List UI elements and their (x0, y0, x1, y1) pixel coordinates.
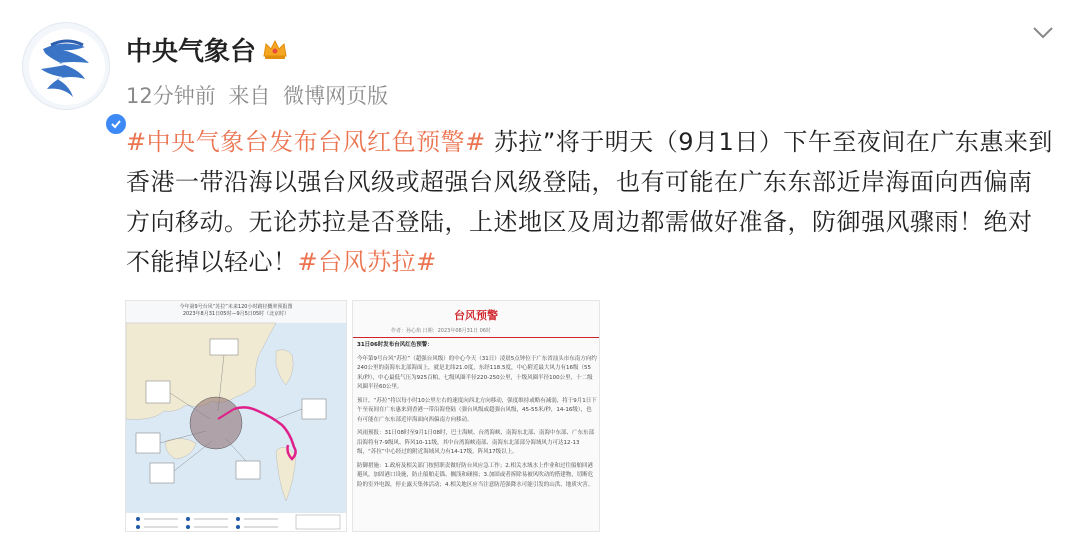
chevron-down-icon[interactable] (1032, 26, 1054, 40)
post-meta (126, 80, 394, 110)
source-prefix: 来自 (228, 84, 271, 108)
username[interactable]: 中央气象台 (126, 37, 257, 67)
track-map-graphic (126, 301, 347, 532)
document-meta: 作者：孙心焰 日期：2023年08月31日 06时 (391, 328, 491, 334)
document-paragraph: 今年第9号台风“苏拉”（超强台风级）的中心今天（31日）凌晨5点钟位于广东省汕头市东南方向约240公里的南海东北部海面上，就是北纬21.0度，东经118.5度，中心附近最大风力有16级（55米/秒），中心最低气压为925百帕，七级风圈半径220-250公里，十级风圈半径100公里，十二级风圈半径60公里。 (357, 355, 597, 390)
document-paragraph: 风雨预报：31日08时至9月1日08时，巴士海峡、台湾海峡、南海东北部、南海中东部、广东东部沿海将有7-9级风、阵风10-11级，其中台湾海峡南部、南海东北部部分海域风力可达12-13级，“苏拉”中心经过的附近海域风力有14-17级，阵风17级以上。 (357, 430, 594, 455)
post-time[interactable]: 12分钟前 (126, 84, 216, 108)
document-body (357, 341, 597, 494)
hashtag-link[interactable]: #中央气象台发布台风红色预警# (126, 128, 486, 156)
cma-logo-icon (23, 23, 111, 111)
document-paragraph: 预计，“苏拉”将以每小时10公里左右的速度向西北方向移动，强度维持或略有减弱，将于9月1日下午至夜间在广东惠来到香港一带沿海登陆（强台风级或超强台风级，45-55米/秒，14-16级），也有可能在广东东部近岸海面向西偏南方向移动。 (357, 397, 597, 423)
avatar[interactable] (22, 22, 110, 110)
document-divider (353, 337, 599, 338)
document-title: 台风预警 (454, 309, 498, 322)
crown-icon[interactable] (262, 38, 288, 60)
document-heading: 31日06时发布台风红色预警： (357, 342, 433, 348)
document-paragraph: 防御措施：1.政府及相关部门按照职责做好防台风应急工作；2.相关水域水上作业和过往船舶回港避风，加固港口设施，防止船舶走锚、搁浅和碰撞；3.加固或者拆除易被风吹动的搭建物，切断危险的室外电源，停止露天集体活动；4.相关地区应当注意防范强降水可能引发的山洪、地质灾害。 (357, 462, 594, 488)
typhoon-track-map-image[interactable] (125, 300, 347, 532)
hashtag-link[interactable]: #台风苏拉# (297, 248, 437, 276)
post-body: 苏拉”将于明天（9月1日）下午至夜间在广东惠来到香港一带沿海以强台风级或超强台风级登陆，也有可能在广东东部近岸海面向西偏南方向移动。无论苏拉是否登陆，上述地区及周边都需做好准备，防御强风骤雨！绝对不能掉以轻心！ (126, 128, 1053, 276)
map-title: 今年第9号台风“苏拉”未来120小时路径概率预报图 2023年8月31日05时—9月5日05时（北京时） (179, 304, 293, 317)
post-text (126, 122, 1056, 282)
post-source[interactable]: 微博网页版 (283, 84, 389, 108)
warning-document-image[interactable] (352, 300, 600, 532)
